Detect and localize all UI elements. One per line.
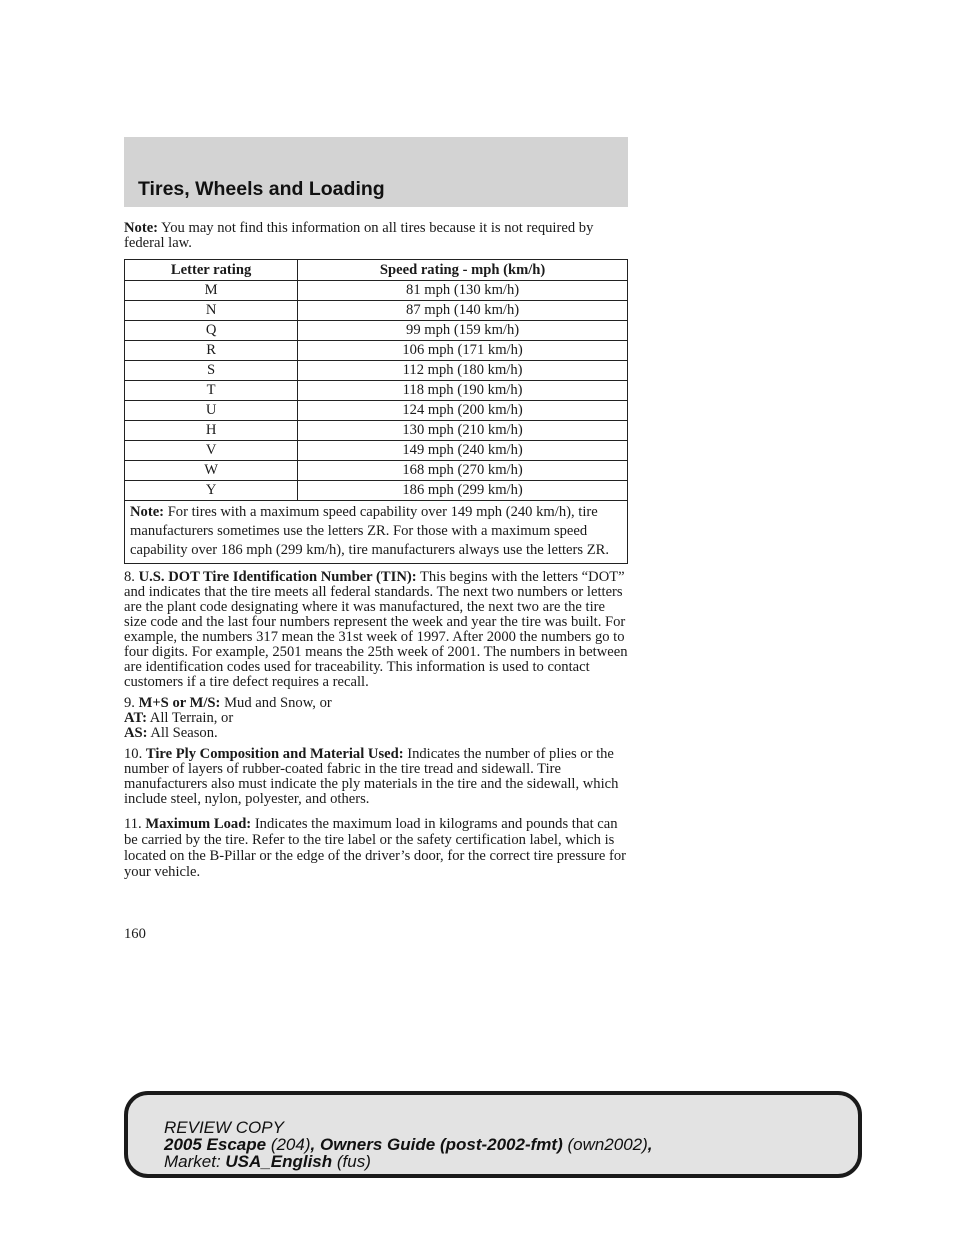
item-10-text: Indicates the number of plies or the number of layers of rubber-coated fabric in the tire tread and sidewall. Tire manufacturers also must indicate the ply materials in the tire and the sidewall, which include steel, nylon, polyester, and others. [124, 746, 619, 807]
table-note-text: For tires with a maximum speed capability over 149 mph (240 km/h), tire manufacturers sometimes use the letters ZR. For those with a maximum speed capability over 186 mph (299 km/h), tire manufacturers always use the letters ZR. [130, 504, 610, 558]
table-row [125, 421, 628, 441]
footer-market-line [164, 1153, 653, 1170]
item-11-max-load [124, 816, 628, 880]
table-note [125, 501, 628, 564]
letter-cell: W [125, 461, 298, 481]
item-11-label: Maximum Load: [145, 816, 252, 832]
footer-sep-2: , [647, 1135, 653, 1154]
table-row [125, 321, 628, 341]
footer-review-copy: REVIEW COPY [164, 1118, 284, 1137]
footer-text [164, 1119, 653, 1170]
table-row [125, 441, 628, 461]
speed-cell: 118 mph (190 km/h) [298, 381, 628, 401]
item-9-at-label: AT: [124, 710, 147, 726]
footer-market: USA_English [225, 1152, 333, 1171]
item-8-label: U.S. DOT Tire Identification Number (TIN): [138, 569, 417, 585]
item-9-terrain [124, 696, 628, 741]
review-copy-footer [124, 1091, 862, 1178]
footer-market-label: Market: [164, 1152, 226, 1171]
page-content [124, 221, 628, 880]
speed-cell: 99 mph (159 km/h) [298, 321, 628, 341]
letter-cell: R [125, 341, 298, 361]
item-10-number: 10. [124, 746, 146, 762]
table-row [125, 461, 628, 481]
table-row [125, 481, 628, 501]
footer-model: 2005 Escape [164, 1135, 267, 1154]
letter-cell: S [125, 361, 298, 381]
item-10-label: Tire Ply Composition and Material Used: [145, 746, 404, 762]
footer-model-line [164, 1136, 653, 1153]
letter-cell: V [125, 441, 298, 461]
speed-cell: 168 mph (270 km/h) [298, 461, 628, 481]
item-10-ply [124, 747, 628, 807]
speed-cell: 130 mph (210 km/h) [298, 421, 628, 441]
table-row [125, 381, 628, 401]
speed-cell: 186 mph (299 km/h) [298, 481, 628, 501]
item-9-number: 9. [124, 695, 139, 711]
speed-cell: 149 mph (240 km/h) [298, 441, 628, 461]
speed-cell: 112 mph (180 km/h) [298, 361, 628, 381]
letter-cell: Q [125, 321, 298, 341]
item-9-as-text: All Season. [147, 725, 218, 741]
table-note-row [125, 501, 628, 564]
letter-cell: N [125, 301, 298, 321]
letter-cell: U [125, 401, 298, 421]
speed-cell: 106 mph (171 km/h) [298, 341, 628, 361]
table-row [125, 341, 628, 361]
footer-sep-1: , [310, 1135, 320, 1154]
item-11-text: Indicates the maximum load in kilograms and pounds that can be carried by the tire. Refer to the tire label or the safety certification label, which is located on the B-Pillar or the edge of the driver’s door, for the correct tire pressure for your vehicle. [124, 816, 627, 880]
section-header-band [124, 137, 628, 207]
footer-guide: Owners Guide (post-2002-fmt) [319, 1135, 563, 1154]
section-title: Tires, Wheels and Loading [138, 178, 385, 200]
footer-guide-code: (own2002) [562, 1135, 648, 1154]
intro-note [124, 221, 628, 251]
table-row [125, 401, 628, 421]
intro-note-label: Note: [124, 220, 159, 236]
item-8-text: This begins with the letters “DOT” and indicates that the tire meets all federal standards. The next two numbers or letters are the plant code designating where it was manufactured, the next two are the tire size code and the last four numbers represent the week and year the tire was built. For example, the numbers 317 mean the 31st week of 1997. After 2000 the numbers go to four digits. For example, 2501 means the 25th week of 2001. The numbers in between are identification codes used for traceability. This information is used to contact customers if a tire defect requires a recall. [124, 569, 628, 690]
item-8-number: 8. [124, 569, 139, 585]
table-header-row [125, 260, 628, 281]
item-11-number: 11. [124, 816, 146, 832]
footer-model-code: (204) [266, 1135, 311, 1154]
table-row [125, 301, 628, 321]
page-number: 160 [124, 926, 146, 942]
item-8-tin [124, 570, 628, 690]
table-row [125, 281, 628, 301]
column-header-speed-rating: Speed rating - mph (km/h) [298, 260, 628, 281]
letter-cell: Y [125, 481, 298, 501]
letter-cell: T [125, 381, 298, 401]
speed-cell: 81 mph (130 km/h) [298, 281, 628, 301]
table-note-label: Note: [130, 504, 165, 520]
column-header-letter-rating: Letter rating [125, 260, 298, 281]
item-9-ms-text: Mud and Snow, or [220, 695, 332, 711]
intro-note-text: You may not find this information on all tires because it is not required by federal law. [124, 220, 594, 251]
item-9-at-text: All Terrain, or [146, 710, 234, 726]
letter-cell: H [125, 421, 298, 441]
speed-cell: 87 mph (140 km/h) [298, 301, 628, 321]
speed-rating-table [124, 259, 628, 564]
item-9-ms-label: M+S or M/S: [138, 695, 221, 711]
table-row [125, 361, 628, 381]
speed-cell: 124 mph (200 km/h) [298, 401, 628, 421]
letter-cell: M [125, 281, 298, 301]
footer-market-code: (fus) [332, 1152, 371, 1171]
item-9-as-label: AS: [124, 725, 148, 741]
